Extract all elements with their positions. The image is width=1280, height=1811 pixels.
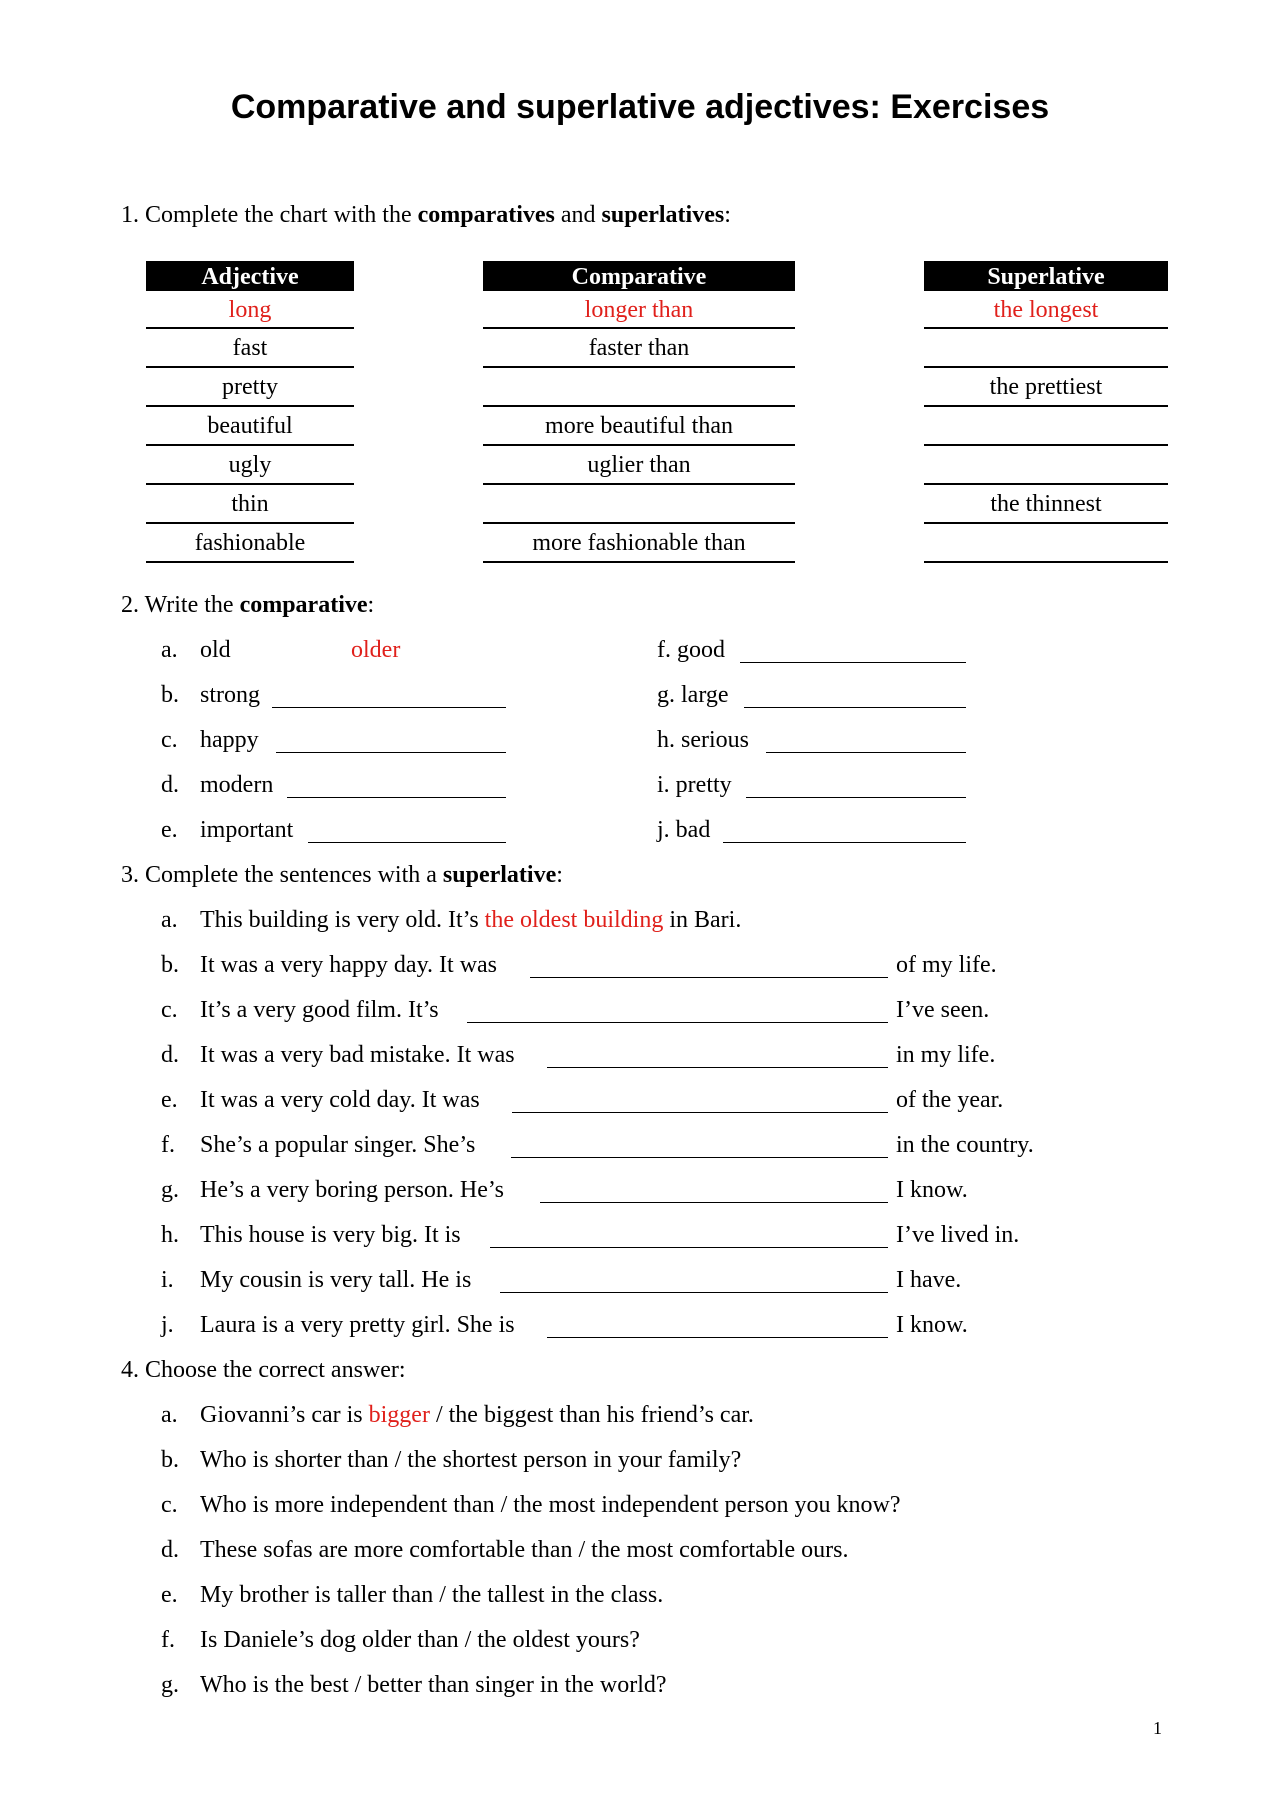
- answer-blank[interactable]: [547, 1041, 888, 1068]
- chart-cell-blank[interactable]: [924, 329, 1168, 368]
- answer-example: the oldest building: [484, 907, 664, 933]
- exercise4-item[interactable]: f. Is Daniele’s dog older than / the oldest yours?: [161, 1627, 640, 1653]
- answer-blank[interactable]: [540, 1176, 888, 1203]
- chart-cell: more beautiful than: [483, 407, 795, 446]
- exercise3-item: j. Laura is a very pretty girl. She is: [161, 1312, 515, 1338]
- exercise2-item-e: e. important: [161, 817, 294, 843]
- sentence-end: I know.: [896, 1177, 968, 1203]
- exercise3-item-a: a. This building is very old. It’s the oldest building in Bari.: [161, 907, 742, 933]
- sentence-end: I’ve seen.: [896, 997, 990, 1023]
- answer-blank[interactable]: [530, 951, 888, 978]
- exercise4-item-a: a. Giovanni’s car is bigger / the biggest than his friend’s car.: [161, 1402, 754, 1428]
- chart-cell: pretty: [146, 368, 354, 407]
- exercise3-item: e. It was a very cold day. It was: [161, 1087, 480, 1113]
- exercise2-item-g: g. large: [657, 682, 729, 708]
- answer-blank[interactable]: [744, 681, 966, 708]
- answer-blank[interactable]: [308, 816, 506, 843]
- chart-column-superlative: [924, 261, 1168, 563]
- answer-blank[interactable]: [500, 1266, 888, 1293]
- exercise2-item-a: a. old older: [161, 637, 401, 663]
- answer-example: bigger: [368, 1402, 430, 1428]
- answer-blank[interactable]: [547, 1311, 888, 1338]
- answer-blank[interactable]: [511, 1131, 888, 1158]
- chart-cell: long: [146, 291, 354, 329]
- section1-heading: 1. Complete the chart with the comparatives and superlatives:: [121, 202, 731, 228]
- exercise4-item[interactable]: c. Who is more independent than / the most independent person you know?: [161, 1492, 901, 1518]
- exercise3-item: d. It was a very bad mistake. It was: [161, 1042, 515, 1068]
- exercise2-item-c: c. happy: [161, 727, 259, 753]
- exercise3-item: b. It was a very happy day. It was: [161, 952, 498, 978]
- chart-header-superlative: Superlative: [924, 261, 1168, 291]
- exercise4-item[interactable]: b. Who is shorter than / the shortest person in your family?: [161, 1447, 742, 1473]
- exercise2-item-i: i. pretty: [657, 772, 732, 798]
- answer-blank[interactable]: [766, 726, 966, 753]
- chart-cell: the prettiest: [924, 368, 1168, 407]
- sentence-end: I know.: [896, 1312, 968, 1338]
- chart-cell: fast: [146, 329, 354, 368]
- chart-cell: fashionable: [146, 524, 354, 563]
- chart-column-comparative: [483, 261, 795, 563]
- exercise2-item-h: h. serious: [657, 727, 749, 753]
- answer-blank[interactable]: [512, 1086, 888, 1113]
- exercise3-item: c. It’s a very good film. It’s: [161, 997, 439, 1023]
- chart-cell: faster than: [483, 329, 795, 368]
- chart-cell-blank[interactable]: [483, 485, 795, 524]
- answer-example: older: [351, 637, 401, 663]
- chart-cell: thin: [146, 485, 354, 524]
- chart-cell: the thinnest: [924, 485, 1168, 524]
- chart-header-comparative: Comparative: [483, 261, 795, 291]
- answer-blank[interactable]: [740, 636, 966, 663]
- chart-cell-blank[interactable]: [924, 446, 1168, 485]
- exercise2-item-j: j. bad: [657, 817, 711, 843]
- exercise4-item[interactable]: e. My brother is taller than / the tallest in the class.: [161, 1582, 664, 1608]
- sentence-end: in my life.: [896, 1042, 996, 1068]
- answer-blank[interactable]: [467, 996, 888, 1023]
- exercise3-item: i. My cousin is very tall. He is: [161, 1267, 472, 1293]
- exercise2-item-d: d. modern: [161, 772, 274, 798]
- exercise3-item: g. He’s a very boring person. He’s: [161, 1177, 504, 1203]
- chart-cell-blank[interactable]: [483, 368, 795, 407]
- exercise4-item[interactable]: g. Who is the best / better than singer in the world?: [161, 1672, 667, 1698]
- chart-cell: more fashionable than: [483, 524, 795, 563]
- chart-cell: ugly: [146, 446, 354, 485]
- answer-blank[interactable]: [723, 816, 966, 843]
- answer-blank[interactable]: [287, 771, 506, 798]
- section4-heading: 4. Choose the correct answer:: [121, 1357, 406, 1383]
- sentence-end: in the country.: [896, 1132, 1034, 1158]
- chart-cell: beautiful: [146, 407, 354, 446]
- sentence-end: I’ve lived in.: [896, 1222, 1020, 1248]
- answer-blank[interactable]: [272, 681, 506, 708]
- answer-blank[interactable]: [490, 1221, 888, 1248]
- answer-blank[interactable]: [746, 771, 966, 798]
- section2-heading: 2. Write the comparative:: [121, 592, 375, 618]
- answer-blank[interactable]: [276, 726, 506, 753]
- chart-cell: the longest: [924, 291, 1168, 329]
- chart-cell: longer than: [483, 291, 795, 329]
- page-title: Comparative and superlative adjectives: Exercises: [230, 88, 1050, 126]
- chart-column-adjective: [146, 261, 354, 563]
- exercise3-item: h. This house is very big. It is: [161, 1222, 461, 1248]
- exercise2-item-f: f. good: [657, 637, 725, 663]
- exercise3-item: f. She’s a popular singer. She’s: [161, 1132, 476, 1158]
- sentence-end: of the year.: [896, 1087, 1004, 1113]
- page-number: 1: [1153, 1718, 1162, 1738]
- chart-header-adjective: Adjective: [146, 261, 354, 291]
- exercise4-item[interactable]: d. These sofas are more comfortable than / the most comfortable ours.: [161, 1537, 849, 1563]
- chart-cell-blank[interactable]: [924, 407, 1168, 446]
- sentence-end: I have.: [896, 1267, 962, 1293]
- section3-heading: 3. Complete the sentences with a superlative:: [121, 862, 563, 888]
- exercise2-item-b: b. strong: [161, 682, 260, 708]
- chart-cell-blank[interactable]: [924, 524, 1168, 563]
- chart-cell: uglier than: [483, 446, 795, 485]
- sentence-end: of my life.: [896, 952, 997, 978]
